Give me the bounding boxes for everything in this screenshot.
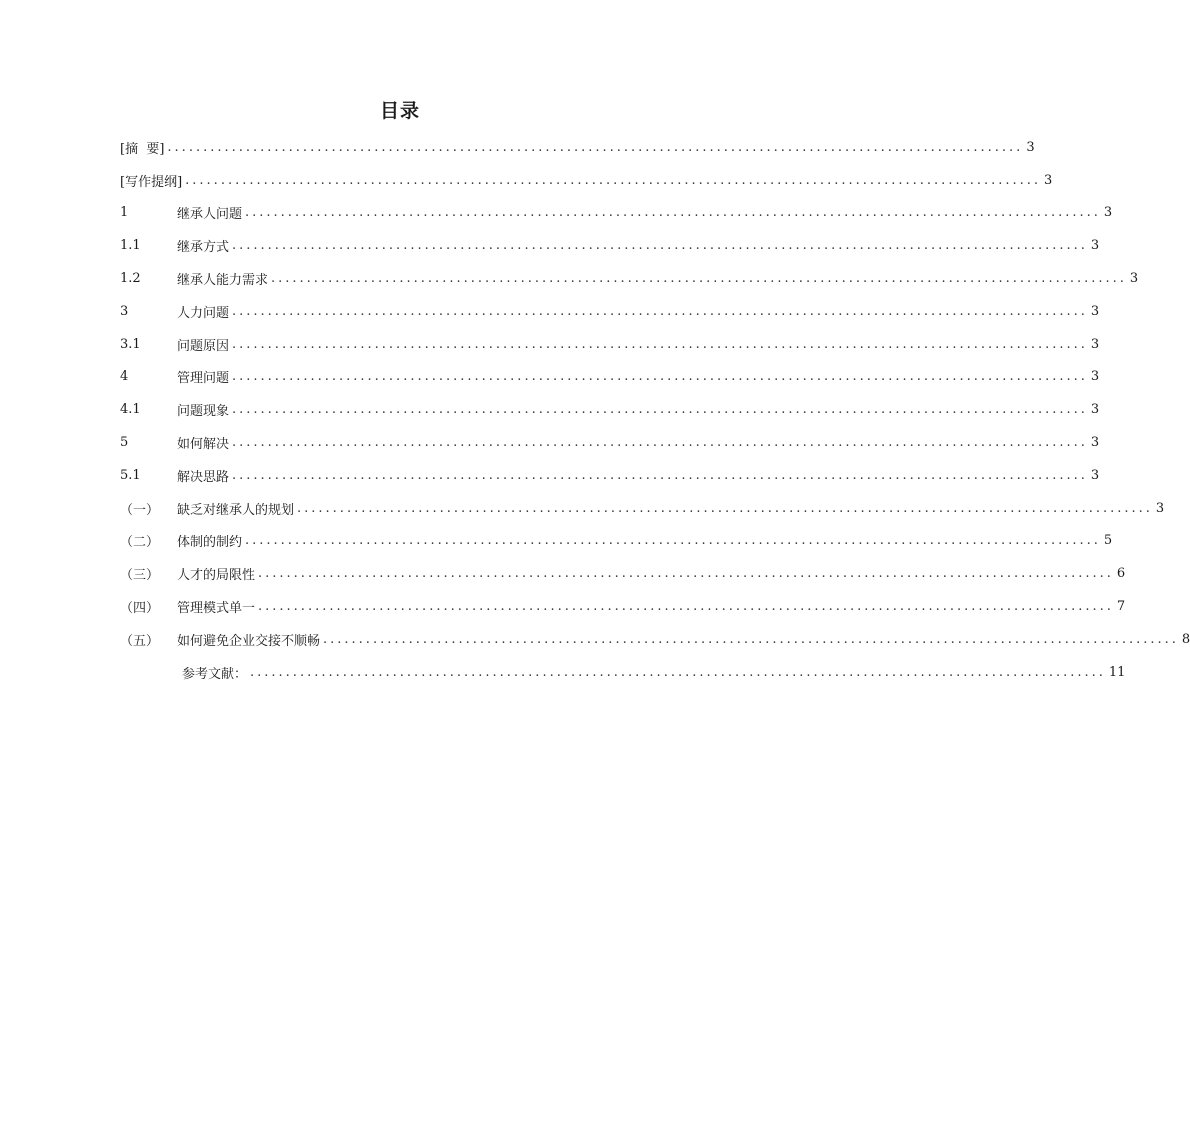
- toc-entry-number: 1.2: [120, 271, 141, 287]
- toc-entry-label: 缺乏对继承人的规划: [177, 502, 295, 518]
- toc-leader-dots: ........................................................................................................................: [232, 303, 1088, 319]
- toc-entry-page: 3: [1026, 139, 1035, 155]
- toc-entry-page: 3: [1090, 336, 1100, 352]
- toc-entry[interactable]: [120, 164, 1053, 197]
- toc-entry[interactable]: [120, 131, 1035, 164]
- toc-leader-dots: ........................................................................................................................: [258, 599, 1114, 615]
- toc-entry-page: 3: [1090, 402, 1100, 418]
- toc-entry[interactable]: [120, 426, 1100, 459]
- toc-entry-label: 解决思路: [177, 469, 230, 485]
- toc-entry-page: 3: [1155, 500, 1165, 516]
- toc-leader-dots: ........................................................................................................................: [250, 664, 1106, 680]
- toc-entry-number: 4: [120, 369, 129, 385]
- toc-leader-dots: ........................................................................................................................: [232, 467, 1088, 483]
- toc-entry[interactable]: [120, 557, 1126, 590]
- toc-title: 目录: [379, 100, 420, 122]
- toc-entry-label: 体制的制约: [177, 535, 243, 551]
- toc-entry[interactable]: [120, 623, 1190, 656]
- toc-leader-dots: ........................................................................................................................: [167, 139, 1024, 155]
- toc-entry-page: 3: [1090, 467, 1100, 483]
- toc-entry-number: 3: [120, 303, 129, 319]
- toc-entry[interactable]: [120, 459, 1100, 492]
- toc-leader-dots: ........................................................................................................................: [232, 402, 1088, 418]
- toc-entry-label: 继承人能力需求: [177, 273, 269, 289]
- toc-entry-label: 问题现象: [177, 404, 230, 420]
- toc-entry-label: 如何避免企业交接不顺畅: [177, 633, 321, 649]
- toc-entry[interactable]: [120, 197, 1113, 230]
- toc-entry-label: 人才的局限性: [177, 568, 256, 584]
- toc-entry-number: 1: [120, 205, 129, 221]
- toc-entry-page: 3: [1103, 205, 1113, 221]
- toc-entry-page: 3: [1090, 303, 1100, 319]
- toc-entry[interactable]: [120, 262, 1139, 295]
- toc-entry-label: 继承方式: [177, 240, 230, 256]
- toc-entry-number: （二）: [120, 535, 160, 551]
- table-of-contents: [120, 131, 1190, 689]
- toc-entry-number: 1.1: [120, 238, 141, 254]
- toc-entry-page: 7: [1116, 599, 1126, 615]
- toc-entry[interactable]: [120, 656, 1126, 689]
- toc-entry-page: 11: [1108, 664, 1126, 680]
- toc-entry-number: （一）: [120, 502, 160, 518]
- toc-entry-label: [摘 要]: [120, 141, 165, 157]
- toc-entry-label: 参考文献：: [182, 666, 248, 682]
- toc-leader-dots: ........................................................................................................................: [232, 435, 1088, 451]
- toc-entry[interactable]: [120, 229, 1100, 262]
- toc-entry-label: 如何解决: [177, 437, 230, 453]
- toc-entry-number: （四）: [120, 601, 160, 617]
- toc-entry-number: （五）: [120, 633, 160, 649]
- toc-entry-page: 8: [1181, 631, 1190, 647]
- toc-entry[interactable]: [120, 590, 1126, 623]
- toc-entry-label: 继承人问题: [177, 207, 243, 223]
- toc-leader-dots: ........................................................................................................................: [271, 271, 1127, 287]
- toc-entry-number: 5: [120, 435, 129, 451]
- toc-leader-dots: ........................................................................................................................: [258, 566, 1114, 582]
- toc-entry[interactable]: [120, 393, 1100, 426]
- toc-entry[interactable]: [120, 361, 1100, 394]
- toc-entry-page: 3: [1090, 435, 1100, 451]
- toc-entry-label: 管理模式单一: [177, 601, 256, 617]
- toc-leader-dots: ........................................................................................................................: [232, 238, 1088, 254]
- toc-entry-number: （三）: [120, 568, 160, 584]
- toc-leader-dots: ........................................................................................................................: [323, 631, 1179, 647]
- toc-entry-label: 管理问题: [177, 371, 230, 387]
- toc-entry-number: 4.1: [120, 402, 141, 418]
- toc-entry-page: 3: [1129, 271, 1139, 287]
- toc-entry[interactable]: [120, 525, 1113, 558]
- toc-entry[interactable]: [120, 328, 1100, 361]
- toc-entry-number: 5.1: [120, 467, 141, 483]
- toc-entry-label: 人力问题: [177, 305, 230, 321]
- toc-entry-label: 问题原因: [177, 338, 230, 354]
- toc-leader-dots: ........................................................................................................................: [185, 172, 1042, 188]
- toc-entry-page: 3: [1044, 172, 1053, 188]
- toc-entry-page: 5: [1103, 533, 1113, 549]
- toc-entry-page: 3: [1090, 369, 1100, 385]
- toc-leader-dots: ........................................................................................................................: [297, 500, 1153, 516]
- toc-entry-number: 3.1: [120, 336, 141, 352]
- toc-entry[interactable]: [120, 492, 1165, 525]
- toc-entry-page: 3: [1090, 238, 1100, 254]
- toc-leader-dots: ........................................................................................................................: [245, 533, 1101, 549]
- toc-leader-dots: ........................................................................................................................: [232, 336, 1088, 352]
- toc-entry-label: [写作提纲]: [120, 174, 183, 190]
- toc-leader-dots: ........................................................................................................................: [232, 369, 1088, 385]
- toc-entry[interactable]: [120, 295, 1100, 328]
- toc-leader-dots: ........................................................................................................................: [245, 205, 1101, 221]
- toc-entry-page: 6: [1116, 566, 1126, 582]
